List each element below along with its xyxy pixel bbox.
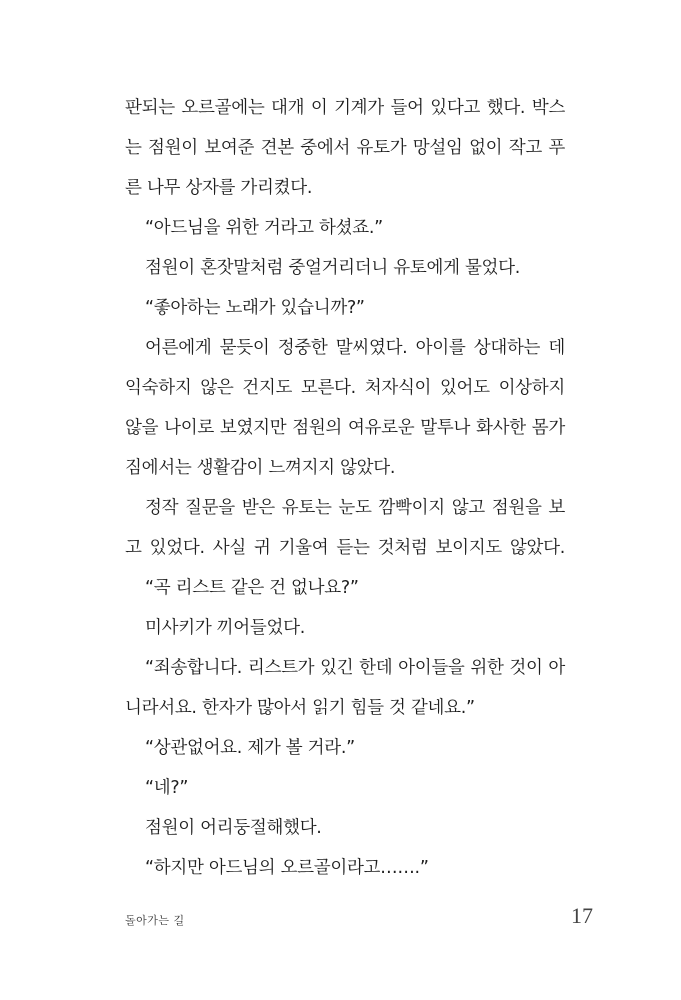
text-line: 정작 질문을 받은 유토는 눈도 깜빡이지 않고 점원을 보	[145, 498, 565, 518]
text-line: 않을 나이로 보였지만 점원의 여유로운 말투나 화사한 몸가	[125, 418, 565, 438]
text-line: 짐에서는 생활감이 느껴지지 않았다.	[125, 458, 396, 478]
page-number: 17	[571, 903, 593, 928]
text-line: “좋아하는 노래가 있습니까?”	[145, 298, 365, 318]
text-line: 미사키가 끼어들었다.	[145, 618, 305, 638]
text-line: “상관없어요. 제가 볼 거라.”	[145, 738, 355, 758]
body-text	[125, 88, 565, 888]
text-line: 점원이 어리둥절해했다.	[145, 818, 322, 838]
text-line: 는 점원이 보여준 견본 중에서 유토가 망설임 없이 작고 푸	[125, 138, 565, 158]
text-line: 고 있었다. 사실 귀 기울여 듣는 것처럼 보이지도 않았다.	[125, 538, 565, 558]
text-line: “아드님을 위한 거라고 하셨죠.”	[145, 218, 383, 238]
text-line: 점원이 혼잣말처럼 중얼거리더니 유토에게 물었다.	[145, 258, 521, 278]
text-line: “곡 리스트 같은 건 없나요?”	[145, 578, 359, 598]
text-line: “네?”	[145, 778, 189, 798]
running-title: 돌아가는 길	[125, 914, 185, 927]
text-line: “죄송합니다. 리스트가 있긴 한데 아이들을 위한 것이 아	[145, 658, 565, 678]
text-line: “하지만 아드님의 오르골이라고…….”	[145, 858, 429, 878]
text-line: 어른에게 묻듯이 정중한 말씨였다. 아이를 상대하는 데	[145, 338, 565, 358]
text-line: 른 나무 상자를 가리켰다.	[125, 178, 313, 198]
text-line: 판되는 오르골에는 대개 이 기계가 들어 있다고 했다. 박스	[125, 98, 565, 118]
text-line: 익숙하지 않은 건지도 모른다. 처자식이 있어도 이상하지	[125, 378, 565, 398]
text-line: 니라서요. 한자가 많아서 읽기 힘들 것 같네요.”	[125, 698, 475, 718]
